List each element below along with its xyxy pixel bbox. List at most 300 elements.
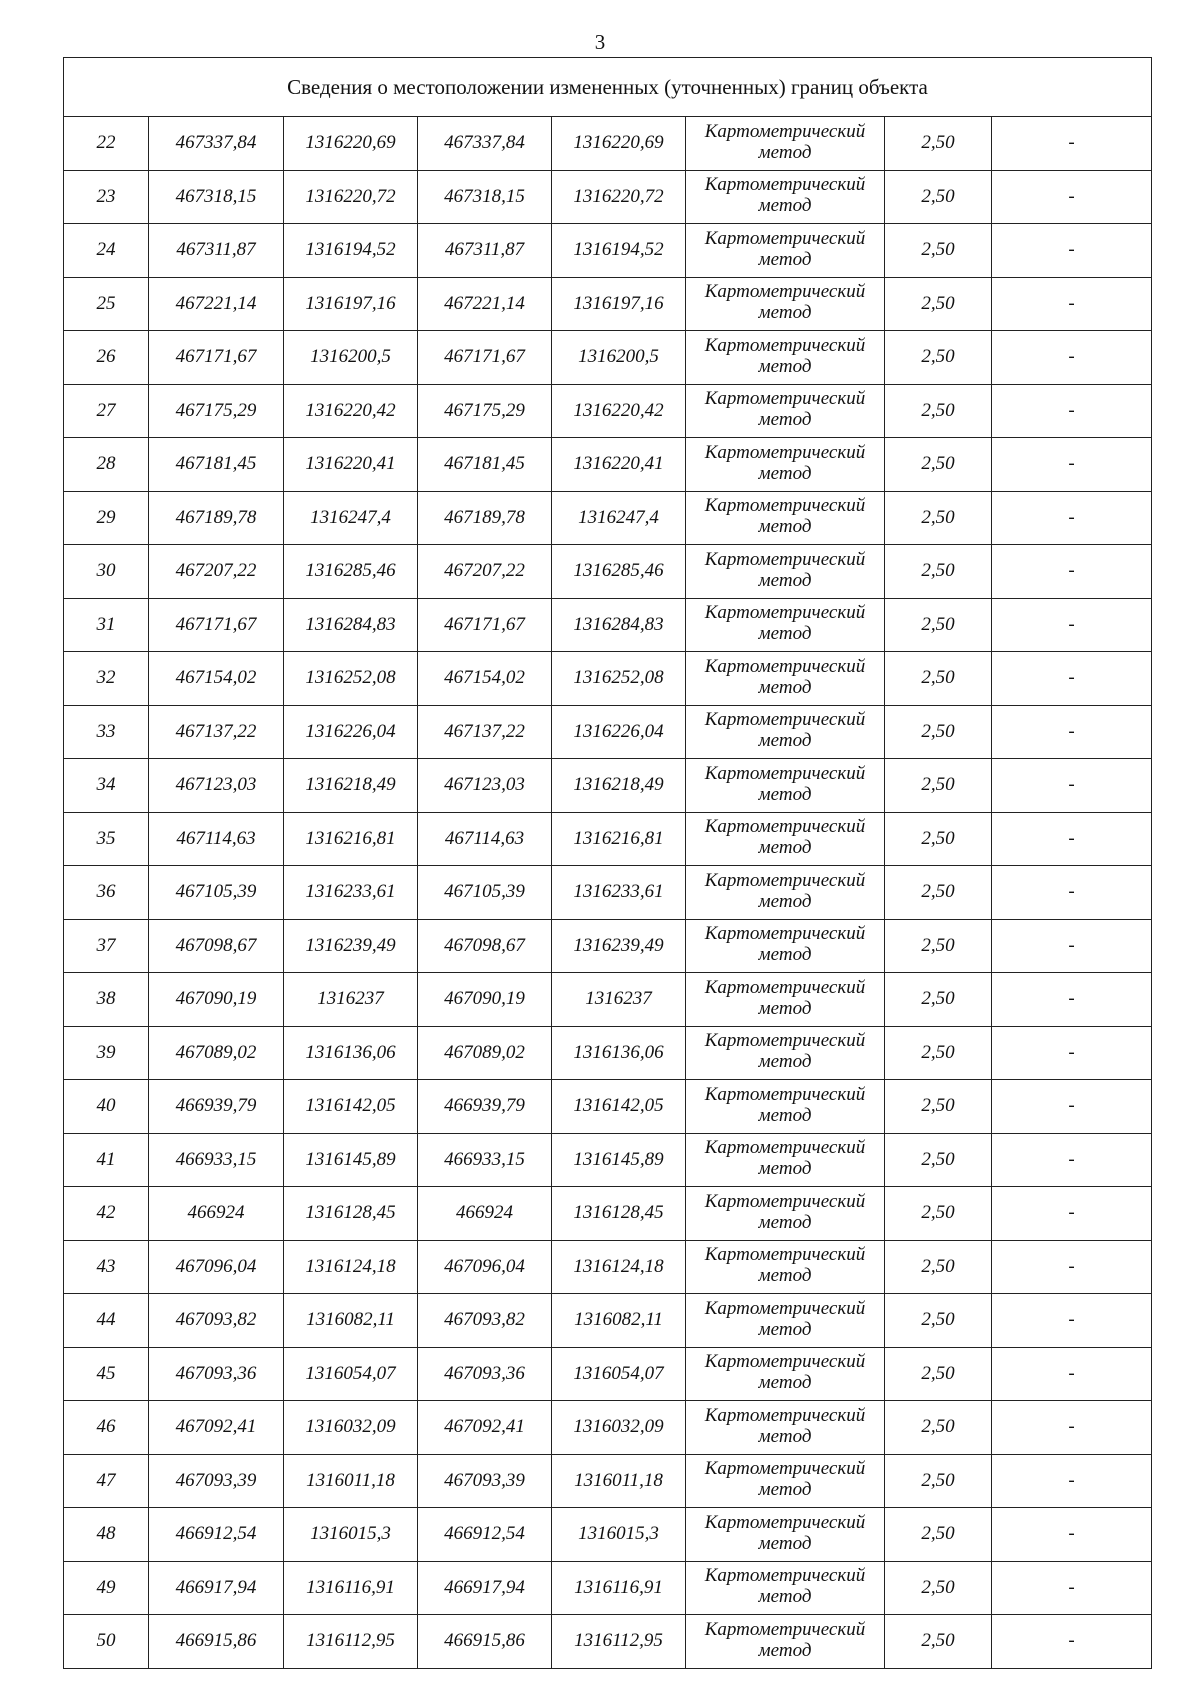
accuracy-cell: 2,50 [885,224,992,278]
point-number-cell: 26 [64,331,149,385]
method-line: Картометрический [704,281,866,303]
note-cell: - [992,277,1152,331]
y-existing-cell: 1316239,49 [284,919,418,973]
method-line: Картометрический [704,120,866,142]
x-existing-cell: 467105,39 [149,866,284,920]
table-row [64,866,1152,920]
y-existing-cell: 1316142,05 [284,1080,418,1134]
note-cell: - [992,117,1152,171]
y-updated-cell: 1316218,49 [552,759,686,813]
y-existing-cell: 1316284,83 [284,598,418,652]
table-row [64,224,1152,278]
x-existing-cell: 467171,67 [149,331,284,385]
point-number-cell: 28 [64,438,149,492]
y-updated-cell: 1316220,69 [552,117,686,171]
x-existing-cell: 467093,36 [149,1347,284,1401]
note-cell: - [992,759,1152,813]
x-updated-cell: 466924 [418,1187,552,1241]
x-existing-cell: 466912,54 [149,1508,284,1562]
y-updated-cell: 1316011,18 [552,1454,686,1508]
y-existing-cell: 1316252,08 [284,652,418,706]
y-updated-cell: 1316285,46 [552,545,686,599]
method-cell [686,866,885,920]
x-updated-cell: 467093,82 [418,1294,552,1348]
table-row [64,759,1152,813]
method-line: метод [758,1158,812,1180]
x-updated-cell: 466917,94 [418,1561,552,1615]
table-row [64,1080,1152,1134]
accuracy-cell: 2,50 [885,919,992,973]
method-cell [686,1080,885,1134]
y-updated-cell: 1316128,45 [552,1187,686,1241]
point-number-cell: 48 [64,1508,149,1562]
x-existing-cell: 466933,15 [149,1133,284,1187]
table-row [64,1240,1152,1294]
method-cell [686,331,885,385]
note-cell: - [992,491,1152,545]
x-updated-cell: 467105,39 [418,866,552,920]
point-number-cell: 43 [64,1240,149,1294]
note-cell: - [992,812,1152,866]
y-existing-cell: 1316216,81 [284,812,418,866]
method-line: Картометрический [704,441,866,463]
x-updated-cell: 467123,03 [418,759,552,813]
note-cell: - [992,1080,1152,1134]
table-row [64,1133,1152,1187]
x-existing-cell: 467175,29 [149,384,284,438]
method-line: Картометрический [704,816,866,838]
point-number-cell: 27 [64,384,149,438]
method-cell [686,438,885,492]
method-line: метод [758,302,812,324]
x-existing-cell: 467318,15 [149,170,284,224]
method-line: Картометрический [704,388,866,410]
method-line: метод [758,1639,812,1661]
x-updated-cell: 467096,04 [418,1240,552,1294]
method-line: Картометрический [704,1190,866,1212]
note-cell: - [992,866,1152,920]
y-existing-cell: 1316124,18 [284,1240,418,1294]
method-cell [686,1615,885,1669]
x-existing-cell: 466915,86 [149,1615,284,1669]
table-row [64,331,1152,385]
x-existing-cell: 467098,67 [149,919,284,973]
table-row [64,1454,1152,1508]
y-updated-cell: 1316216,81 [552,812,686,866]
y-updated-cell: 1316220,72 [552,170,686,224]
accuracy-cell: 2,50 [885,598,992,652]
method-line: Картометрический [704,1297,866,1319]
method-cell [686,224,885,278]
y-existing-cell: 1316197,16 [284,277,418,331]
note-cell: - [992,1240,1152,1294]
x-updated-cell: 467175,29 [418,384,552,438]
method-line: метод [758,1211,812,1233]
table-row [64,170,1152,224]
y-existing-cell: 1316233,61 [284,866,418,920]
point-number-cell: 47 [64,1454,149,1508]
y-existing-cell: 1316220,72 [284,170,418,224]
method-cell [686,705,885,759]
x-updated-cell: 467207,22 [418,545,552,599]
y-existing-cell: 1316116,91 [284,1561,418,1615]
method-cell [686,919,885,973]
method-line: Картометрический [704,1618,866,1640]
method-line: метод [758,1425,812,1447]
y-updated-cell: 1316136,06 [552,1026,686,1080]
table-row [64,384,1152,438]
x-existing-cell: 466924 [149,1187,284,1241]
note-cell: - [992,1454,1152,1508]
note-cell: - [992,652,1152,706]
method-line: Картометрический [704,1083,866,1105]
table-row [64,598,1152,652]
method-line: Картометрический [704,1565,866,1587]
x-updated-cell: 466915,86 [418,1615,552,1669]
accuracy-cell: 2,50 [885,1133,992,1187]
accuracy-cell: 2,50 [885,1454,992,1508]
method-line: Картометрический [704,174,866,196]
y-existing-cell: 1316082,11 [284,1294,418,1348]
x-updated-cell: 467137,22 [418,705,552,759]
y-updated-cell: 1316145,89 [552,1133,686,1187]
table-row [64,812,1152,866]
method-line: метод [758,1265,812,1287]
table-row [64,277,1152,331]
x-existing-cell: 467137,22 [149,705,284,759]
x-existing-cell: 467096,04 [149,1240,284,1294]
y-existing-cell: 1316285,46 [284,545,418,599]
x-existing-cell: 467154,02 [149,652,284,706]
table-row [64,1561,1152,1615]
accuracy-cell: 2,50 [885,866,992,920]
method-line: Картометрический [704,1030,866,1052]
y-updated-cell: 1316220,42 [552,384,686,438]
table-title-row [64,58,1152,117]
y-existing-cell: 1316054,07 [284,1347,418,1401]
accuracy-cell: 2,50 [885,1561,992,1615]
method-line: метод [758,1532,812,1554]
y-existing-cell: 1316220,69 [284,117,418,171]
x-existing-cell: 467093,82 [149,1294,284,1348]
point-number-cell: 25 [64,277,149,331]
accuracy-cell: 2,50 [885,384,992,438]
note-cell: - [992,170,1152,224]
y-existing-cell: 1316011,18 [284,1454,418,1508]
point-number-cell: 50 [64,1615,149,1669]
table-row [64,1347,1152,1401]
method-line: метод [758,195,812,217]
method-cell [686,1561,885,1615]
method-line: метод [758,248,812,270]
y-updated-cell: 1316233,61 [552,866,686,920]
accuracy-cell: 2,50 [885,277,992,331]
point-number-cell: 36 [64,866,149,920]
accuracy-cell: 2,50 [885,1187,992,1241]
accuracy-cell: 2,50 [885,117,992,171]
accuracy-cell: 2,50 [885,1508,992,1562]
accuracy-cell: 2,50 [885,1401,992,1455]
method-line: метод [758,997,812,1019]
method-cell [686,117,885,171]
y-updated-cell: 1316194,52 [552,224,686,278]
y-existing-cell: 1316226,04 [284,705,418,759]
point-number-cell: 46 [64,1401,149,1455]
page-number: 3 [594,30,606,54]
point-number-cell: 22 [64,117,149,171]
method-line: Картометрический [704,1458,866,1480]
table-row [64,1026,1152,1080]
x-existing-cell: 467092,41 [149,1401,284,1455]
table-row [64,1187,1152,1241]
accuracy-cell: 2,50 [885,545,992,599]
note-cell: - [992,1347,1152,1401]
note-cell: - [992,1187,1152,1241]
x-updated-cell: 467098,67 [418,919,552,973]
accuracy-cell: 2,50 [885,652,992,706]
note-cell: - [992,1133,1152,1187]
y-updated-cell: 1316054,07 [552,1347,686,1401]
method-line: Картометрический [704,976,866,998]
y-updated-cell: 1316239,49 [552,919,686,973]
y-updated-cell: 1316015,3 [552,1508,686,1562]
y-updated-cell: 1316252,08 [552,652,686,706]
method-line: метод [758,1479,812,1501]
note-cell: - [992,973,1152,1027]
y-updated-cell: 1316220,41 [552,438,686,492]
y-updated-cell: 1316032,09 [552,1401,686,1455]
x-updated-cell: 467189,78 [418,491,552,545]
y-updated-cell: 1316116,91 [552,1561,686,1615]
method-line: Картометрический [704,1244,866,1266]
method-cell [686,1026,885,1080]
note-cell: - [992,919,1152,973]
note-cell: - [992,598,1152,652]
accuracy-cell: 2,50 [885,1347,992,1401]
x-updated-cell: 466933,15 [418,1133,552,1187]
point-number-cell: 23 [64,170,149,224]
y-existing-cell: 1316247,4 [284,491,418,545]
x-updated-cell: 467337,84 [418,117,552,171]
method-cell [686,973,885,1027]
method-cell [686,1240,885,1294]
x-existing-cell: 467311,87 [149,224,284,278]
y-existing-cell: 1316200,5 [284,331,418,385]
table-row [64,919,1152,973]
x-updated-cell: 466939,79 [418,1080,552,1134]
method-line: метод [758,944,812,966]
y-existing-cell: 1316218,49 [284,759,418,813]
note-cell: - [992,1294,1152,1348]
y-existing-cell: 1316220,42 [284,384,418,438]
note-cell: - [992,1401,1152,1455]
point-number-cell: 41 [64,1133,149,1187]
x-updated-cell: 467092,41 [418,1401,552,1455]
x-updated-cell: 467171,67 [418,331,552,385]
x-updated-cell: 467089,02 [418,1026,552,1080]
accuracy-cell: 2,50 [885,1240,992,1294]
note-cell: - [992,1508,1152,1562]
accuracy-cell: 2,50 [885,973,992,1027]
method-line: Картометрический [704,334,866,356]
accuracy-cell: 2,50 [885,438,992,492]
table-row [64,652,1152,706]
accuracy-cell: 2,50 [885,705,992,759]
method-line: метод [758,409,812,431]
table-row [64,1294,1152,1348]
table-row [64,545,1152,599]
method-line: метод [758,730,812,752]
x-existing-cell: 467114,63 [149,812,284,866]
accuracy-cell: 2,50 [885,1026,992,1080]
method-line: метод [758,783,812,805]
x-updated-cell: 467154,02 [418,652,552,706]
x-existing-cell: 467181,45 [149,438,284,492]
method-line: метод [758,1586,812,1608]
accuracy-cell: 2,50 [885,1080,992,1134]
table-row [64,117,1152,171]
x-updated-cell: 467181,45 [418,438,552,492]
y-updated-cell: 1316124,18 [552,1240,686,1294]
y-updated-cell: 1316112,95 [552,1615,686,1669]
y-updated-cell: 1316284,83 [552,598,686,652]
accuracy-cell: 2,50 [885,1294,992,1348]
x-updated-cell: 467171,67 [418,598,552,652]
point-number-cell: 45 [64,1347,149,1401]
method-cell [686,1508,885,1562]
method-cell [686,598,885,652]
method-line: Картометрический [704,655,866,677]
point-number-cell: 24 [64,224,149,278]
method-line: метод [758,516,812,538]
method-cell [686,491,885,545]
table-title: Сведения о местоположении измененных (уточненных) границ объекта [64,58,1152,117]
method-line: Картометрический [704,869,866,891]
note-cell: - [992,384,1152,438]
x-existing-cell: 467189,78 [149,491,284,545]
point-number-cell: 38 [64,973,149,1027]
table-row [64,1615,1152,1669]
note-cell: - [992,545,1152,599]
method-cell [686,759,885,813]
x-updated-cell: 467318,15 [418,170,552,224]
method-cell [686,170,885,224]
method-cell [686,812,885,866]
table-row [64,1401,1152,1455]
point-number-cell: 44 [64,1294,149,1348]
point-number-cell: 35 [64,812,149,866]
point-number-cell: 37 [64,919,149,973]
point-number-cell: 39 [64,1026,149,1080]
method-line: метод [758,1051,812,1073]
method-line: Картометрический [704,495,866,517]
method-cell [686,545,885,599]
method-line: метод [758,676,812,698]
note-cell: - [992,1026,1152,1080]
x-existing-cell: 467207,22 [149,545,284,599]
accuracy-cell: 2,50 [885,491,992,545]
table-row [64,705,1152,759]
accuracy-cell: 2,50 [885,1615,992,1669]
point-number-cell: 34 [64,759,149,813]
note-cell: - [992,705,1152,759]
method-line: Картометрический [704,1404,866,1426]
method-cell [686,652,885,706]
point-number-cell: 42 [64,1187,149,1241]
method-line: метод [758,1318,812,1340]
x-updated-cell: 467090,19 [418,973,552,1027]
x-existing-cell: 467093,39 [149,1454,284,1508]
table-body [64,117,1152,1669]
point-number-cell: 49 [64,1561,149,1615]
point-number-cell: 33 [64,705,149,759]
y-existing-cell: 1316128,45 [284,1187,418,1241]
y-updated-cell: 1316247,4 [552,491,686,545]
method-line: Картометрический [704,923,866,945]
method-line: метод [758,355,812,377]
accuracy-cell: 2,50 [885,812,992,866]
method-cell [686,1133,885,1187]
method-cell [686,384,885,438]
method-line: метод [758,569,812,591]
note-cell: - [992,331,1152,385]
x-updated-cell: 467221,14 [418,277,552,331]
method-cell [686,1454,885,1508]
method-cell [686,1187,885,1241]
y-updated-cell: 1316226,04 [552,705,686,759]
point-number-cell: 29 [64,491,149,545]
accuracy-cell: 2,50 [885,170,992,224]
y-updated-cell: 1316237 [552,973,686,1027]
table-row [64,438,1152,492]
method-cell [686,277,885,331]
method-line: Картометрический [704,762,866,784]
method-line: Картометрический [704,227,866,249]
method-line: метод [758,623,812,645]
method-cell [686,1347,885,1401]
method-line: метод [758,462,812,484]
x-existing-cell: 467089,02 [149,1026,284,1080]
x-existing-cell: 467221,14 [149,277,284,331]
note-cell: - [992,1615,1152,1669]
method-line: Картометрический [704,1511,866,1533]
x-existing-cell: 467171,67 [149,598,284,652]
y-existing-cell: 1316136,06 [284,1026,418,1080]
method-line: метод [758,1104,812,1126]
y-existing-cell: 1316032,09 [284,1401,418,1455]
table-row [64,973,1152,1027]
y-existing-cell: 1316145,89 [284,1133,418,1187]
method-line: метод [758,890,812,912]
point-number-cell: 31 [64,598,149,652]
y-updated-cell: 1316200,5 [552,331,686,385]
method-line: Картометрический [704,709,866,731]
table-row [64,491,1152,545]
y-existing-cell: 1316220,41 [284,438,418,492]
x-existing-cell: 467123,03 [149,759,284,813]
accuracy-cell: 2,50 [885,331,992,385]
method-line: Картометрический [704,548,866,570]
y-existing-cell: 1316237 [284,973,418,1027]
x-updated-cell: 467093,36 [418,1347,552,1401]
y-updated-cell: 1316082,11 [552,1294,686,1348]
table-row [64,1508,1152,1562]
y-existing-cell: 1316112,95 [284,1615,418,1669]
method-line: Картометрический [704,1351,866,1373]
method-line: метод [758,837,812,859]
method-line: Картометрический [704,602,866,624]
y-updated-cell: 1316197,16 [552,277,686,331]
